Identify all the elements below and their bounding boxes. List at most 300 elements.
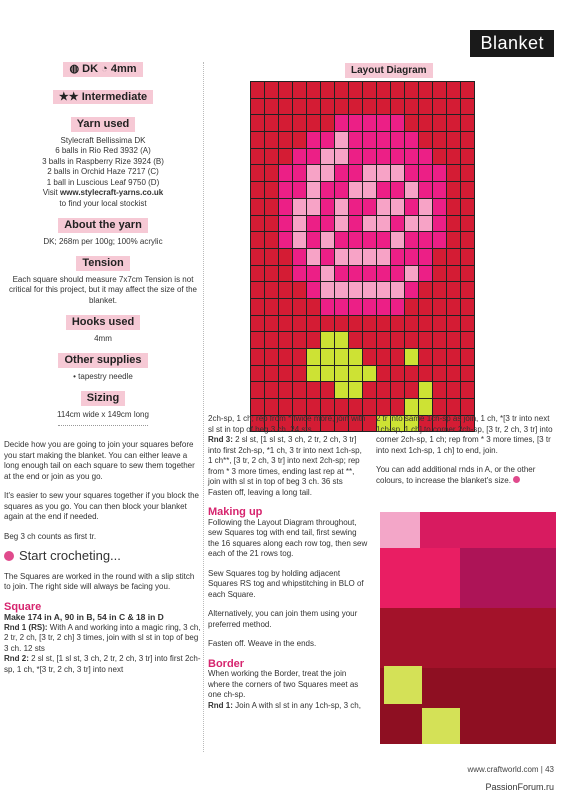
diagram-square <box>307 165 320 181</box>
round-2-continued: 2ch-sp, 1 ch; rep from * twice more, join with sl st in top of beg 3 ch. 24 sts <box>208 414 366 434</box>
diagram-square <box>251 382 264 398</box>
diagram-square <box>363 316 376 332</box>
diagram-square <box>363 82 376 98</box>
diagram-square <box>279 316 292 332</box>
diagram-square <box>433 249 446 265</box>
diagram-square <box>279 115 292 131</box>
diagram-square <box>293 349 306 365</box>
diagram-square <box>377 199 390 215</box>
diagram-square <box>279 299 292 315</box>
diagram-square <box>391 266 404 282</box>
layout-diagram-grid <box>250 81 475 432</box>
blanket-photo <box>380 512 556 744</box>
photo-square <box>460 548 556 608</box>
diagram-square <box>321 382 334 398</box>
diagram-square <box>433 115 446 131</box>
diagram-square <box>461 82 474 98</box>
diagram-square <box>419 266 432 282</box>
diagram-square <box>321 132 334 148</box>
diagram-square <box>265 316 278 332</box>
diagram-square <box>251 299 264 315</box>
diagram-square <box>447 82 460 98</box>
diagram-square <box>447 149 460 165</box>
diagram-square <box>321 199 334 215</box>
diagram-square <box>377 82 390 98</box>
diagram-square <box>363 165 376 181</box>
diagram-square <box>391 366 404 382</box>
tension-text: Each square should measure 7x7cm Tension is not critical for this project, but it may affect the size of the blanket. <box>9 274 197 305</box>
diagram-square <box>419 349 432 365</box>
diagram-square <box>363 232 376 248</box>
hook-icon: ◔ <box>101 63 108 75</box>
diagram-square <box>293 399 306 415</box>
diagram-square <box>447 249 460 265</box>
diagram-square <box>377 366 390 382</box>
diagram-square <box>335 349 348 365</box>
diagram-square <box>349 99 362 115</box>
diagram-square <box>363 99 376 115</box>
diagram-square <box>293 165 306 181</box>
diagram-square <box>321 216 334 232</box>
yarn-line: 3 balls in Raspberry Rize 3924 (B) <box>42 156 164 166</box>
diagram-square <box>405 399 418 415</box>
diagram-square <box>251 149 264 165</box>
diagram-square <box>349 149 362 165</box>
diagram-square <box>349 382 362 398</box>
diagram-square <box>363 349 376 365</box>
other-supplies-text: • tapestry needle <box>73 371 133 381</box>
diagram-square <box>265 199 278 215</box>
diagram-square <box>307 232 320 248</box>
diagram-square <box>363 149 376 165</box>
diagram-square <box>433 99 446 115</box>
diagram-square <box>279 182 292 198</box>
diagram-square <box>419 82 432 98</box>
border-heading: Border <box>208 657 245 670</box>
diagram-square <box>461 399 474 415</box>
diagram-square <box>461 216 474 232</box>
diagram-square <box>377 149 390 165</box>
diagram-square <box>251 282 264 298</box>
diagram-square <box>405 132 418 148</box>
diagram-square <box>335 332 348 348</box>
diagram-square <box>293 282 306 298</box>
diagram-square <box>419 132 432 148</box>
diagram-square <box>419 232 432 248</box>
diagram-square <box>349 249 362 265</box>
diagram-square <box>307 332 320 348</box>
diagram-square <box>349 299 362 315</box>
diagram-square <box>377 232 390 248</box>
diagram-square <box>251 182 264 198</box>
pattern-info-sidebar <box>4 62 202 426</box>
diagram-square <box>349 282 362 298</box>
watermark: PassionForum.ru <box>485 782 554 792</box>
diagram-square <box>293 316 306 332</box>
square-make-line: Make 174 in A, 90 in B, 54 in C & 18 in D <box>4 612 164 622</box>
diagram-square <box>321 266 334 282</box>
diagram-square <box>377 132 390 148</box>
diagram-square <box>335 232 348 248</box>
diagram-square <box>279 99 292 115</box>
diagram-square <box>461 199 474 215</box>
diagram-square <box>391 349 404 365</box>
diagram-square <box>419 115 432 131</box>
diagram-square <box>265 382 278 398</box>
diagram-square <box>433 182 446 198</box>
diagram-square <box>377 165 390 181</box>
diagram-square <box>461 299 474 315</box>
square-heading: Square <box>4 600 42 613</box>
yarn-weight: DK <box>82 63 99 75</box>
making-up-heading: Making up <box>208 506 263 518</box>
diagram-square <box>419 199 432 215</box>
diagram-square <box>419 216 432 232</box>
diagram-square <box>447 299 460 315</box>
diagram-square <box>419 165 432 181</box>
tension-heading: Tension <box>76 256 129 271</box>
diagram-square <box>349 216 362 232</box>
diagram-square <box>461 182 474 198</box>
yarn-line: Stylecraft Bellissima DK <box>60 135 146 145</box>
photo-square <box>380 548 460 608</box>
diagram-square <box>405 82 418 98</box>
diagram-square <box>349 182 362 198</box>
diagram-square <box>461 316 474 332</box>
diagram-square <box>433 199 446 215</box>
diagram-square <box>377 249 390 265</box>
diagram-square <box>279 382 292 398</box>
diagram-square <box>391 232 404 248</box>
additional-rounds-text: You can add additional rnds in A, or the other colours, to increase the blanket's size. <box>376 465 536 485</box>
diagram-square <box>265 249 278 265</box>
about-text: DK; 268m per 100g; 100% acrylic <box>43 236 163 246</box>
diagram-square <box>321 82 334 98</box>
diagram-square <box>419 149 432 165</box>
diagram-square <box>335 216 348 232</box>
diagram-square <box>391 182 404 198</box>
diagram-square <box>405 249 418 265</box>
diagram-square <box>419 316 432 332</box>
diagram-square <box>265 82 278 98</box>
diagram-square <box>251 199 264 215</box>
page-title: Blanket <box>470 30 554 57</box>
diagram-square <box>307 99 320 115</box>
diagram-square <box>321 366 334 382</box>
photo-yellow-square <box>422 708 460 744</box>
diagram-square <box>251 216 264 232</box>
diagram-square <box>293 232 306 248</box>
photo-square <box>380 608 556 668</box>
diagram-square <box>321 99 334 115</box>
diagram-square <box>363 382 376 398</box>
diagram-square <box>461 132 474 148</box>
diagram-square <box>251 82 264 98</box>
diagram-square <box>265 299 278 315</box>
diagram-square <box>405 316 418 332</box>
making-up-paragraph: Alternatively, you can join them using your preferred method. <box>208 609 358 629</box>
diagram-square <box>279 282 292 298</box>
diagram-square <box>349 266 362 282</box>
diagram-square <box>265 149 278 165</box>
diagram-square <box>447 332 460 348</box>
diagram-square <box>279 132 292 148</box>
diagram-square <box>279 266 292 282</box>
diagram-square <box>363 182 376 198</box>
visit-suffix: to find your local stockist <box>59 198 147 208</box>
yarn-line: 1 ball in Luscious Leaf 9750 (D) <box>46 177 160 187</box>
diagram-square <box>447 99 460 115</box>
diagram-square <box>251 399 264 415</box>
diagram-square <box>307 82 320 98</box>
diagram-square <box>419 249 432 265</box>
diagram-square <box>433 149 446 165</box>
diagram-square <box>335 316 348 332</box>
diagram-square <box>293 115 306 131</box>
diagram-square <box>363 399 376 415</box>
intro-paragraph: Beg 3 ch counts as first tr. <box>4 531 97 541</box>
diagram-square <box>405 299 418 315</box>
diagram-square <box>377 282 390 298</box>
diagram-square <box>377 399 390 415</box>
diagram-square <box>391 216 404 232</box>
diagram-square <box>293 332 306 348</box>
diagram-square <box>405 349 418 365</box>
diagram-square <box>405 115 418 131</box>
diagram-square <box>279 366 292 382</box>
diagram-square <box>433 132 446 148</box>
diagram-square <box>433 349 446 365</box>
diagram-square <box>307 266 320 282</box>
diagram-square <box>363 132 376 148</box>
diagram-square <box>461 115 474 131</box>
visit-line: Visit www.stylecraft-yarns.co.uk <box>42 188 164 197</box>
diagram-square <box>293 299 306 315</box>
diagram-square <box>265 232 278 248</box>
diagram-square <box>377 382 390 398</box>
diagram-square <box>391 149 404 165</box>
diagram-square <box>433 165 446 181</box>
diagram-square <box>251 132 264 148</box>
diagram-square <box>433 316 446 332</box>
weight-hook-badge <box>63 62 142 77</box>
diagram-square <box>321 299 334 315</box>
diagram-square <box>279 165 292 181</box>
diagram-square <box>265 399 278 415</box>
diagram-square <box>405 382 418 398</box>
diagram-square <box>433 232 446 248</box>
diagram-square <box>335 99 348 115</box>
diagram-square <box>279 232 292 248</box>
making-up-paragraph: Sew Squares tog by holding adjacent Squares RS tog and whipstitching in BLO of each Square. <box>208 568 364 599</box>
diagram-square <box>377 316 390 332</box>
diagram-square <box>293 216 306 232</box>
making-up-paragraph: Fasten off. Weave in the ends. <box>208 639 317 648</box>
round-2-instruction: Rnd 2: 2 sl st, [1 sl st, 3 ch, 2 tr, 2 ch, 3 tr] into first 2ch-sp, 1 ch, *[3 tr, 2 ch, 3 tr] into next <box>4 654 201 674</box>
diagram-square <box>349 349 362 365</box>
intro-paragraph: It's easier to sew your squares together if you block the squares as you go. You can then block your blanket again at the end if needed. <box>4 491 199 521</box>
diagram-square <box>405 282 418 298</box>
diagram-square <box>391 165 404 181</box>
diagram-square <box>335 199 348 215</box>
diagram-square <box>265 99 278 115</box>
other-supplies-heading: Other supplies <box>58 353 147 368</box>
diagram-square <box>391 299 404 315</box>
diagram-square <box>405 366 418 382</box>
diagram-square <box>279 249 292 265</box>
diagram-square <box>447 382 460 398</box>
diagram-square <box>391 199 404 215</box>
diagram-square <box>461 332 474 348</box>
divider-line <box>58 425 148 426</box>
diagram-square <box>321 399 334 415</box>
diagram-square <box>461 165 474 181</box>
diagram-square <box>349 165 362 181</box>
diagram-square <box>251 349 264 365</box>
diagram-square <box>321 316 334 332</box>
diagram-square <box>293 149 306 165</box>
stockist-link[interactable]: www.stylecraft-yarns.co.uk <box>59 188 164 197</box>
making-up-paragraph: Following the Layout Diagram throughout, sew Squares tog with end tail, first sewing the 16 squares along each row tog, then sew each of the 21 rows tog. <box>208 517 368 558</box>
diagram-square <box>335 282 348 298</box>
diagram-square <box>447 366 460 382</box>
diagram-square <box>279 332 292 348</box>
diagram-square <box>363 115 376 131</box>
diagram-square <box>307 249 320 265</box>
diagram-square <box>349 332 362 348</box>
diagram-square <box>363 366 376 382</box>
diagram-square <box>433 216 446 232</box>
diagram-square <box>265 165 278 181</box>
diagram-square <box>307 199 320 215</box>
start-crocheting-heading: Start crocheting... <box>4 551 202 562</box>
diagram-square <box>405 216 418 232</box>
diagram-square <box>419 366 432 382</box>
diagram-square <box>307 316 320 332</box>
diagram-square <box>405 99 418 115</box>
diagram-square <box>419 332 432 348</box>
diagram-square <box>335 299 348 315</box>
diagram-square <box>405 232 418 248</box>
diagram-square <box>461 232 474 248</box>
diagram-square <box>447 216 460 232</box>
diagram-square <box>251 99 264 115</box>
border-round-1: Rnd 1: Join A with sl st in any 1ch-sp, 3 ch, <box>208 700 361 710</box>
diagram-square <box>391 399 404 415</box>
star-icon: ★★ <box>58 90 79 103</box>
diagram-square <box>405 165 418 181</box>
diagram-square <box>391 115 404 131</box>
diagram-square <box>447 165 460 181</box>
photo-yellow-square <box>384 666 422 704</box>
diagram-square <box>349 132 362 148</box>
bullet-dot-icon <box>4 551 14 561</box>
yarn-line: 6 balls in Rio Red 3932 (A) <box>55 146 151 155</box>
diagram-square <box>461 149 474 165</box>
diagram-square <box>279 349 292 365</box>
diagram-square <box>363 266 376 282</box>
diagram-square <box>335 82 348 98</box>
end-dot-icon <box>513 476 520 483</box>
diagram-square <box>293 199 306 215</box>
diagram-square <box>321 232 334 248</box>
diagram-square <box>405 266 418 282</box>
diagram-square <box>419 282 432 298</box>
diagram-square <box>335 182 348 198</box>
diagram-square <box>405 149 418 165</box>
border-continued: 2 tr into same 1ch-sp as join, 1 ch, *[3 tr into next 1ch-sp, 1 ch] to corner 2ch-sp, [3 tr, 2 ch, 3 tr] into corner 2ch-sp, 1 ch; rep from * 3 more times, [3 tr into next 1ch-sp, 1 ch] to end, join. <box>376 414 553 455</box>
hooks-text: 4mm <box>94 333 112 343</box>
diagram-square <box>251 249 264 265</box>
diagram-square <box>433 399 446 415</box>
diagram-square <box>349 366 362 382</box>
diagram-square <box>461 99 474 115</box>
diagram-square <box>377 182 390 198</box>
diagram-square <box>461 382 474 398</box>
fasten-off-text: Fasten off, leaving a long tail. <box>208 487 312 497</box>
diagram-square <box>433 266 446 282</box>
diagram-square <box>447 199 460 215</box>
diagram-square <box>307 382 320 398</box>
middle-column <box>208 414 368 711</box>
diagram-square <box>447 316 460 332</box>
diagram-square <box>433 282 446 298</box>
diagram-square <box>377 266 390 282</box>
diagram-square <box>307 216 320 232</box>
page-footer: www.craftworld.com | 43 <box>467 765 554 774</box>
diagram-square <box>293 182 306 198</box>
difficulty-badge <box>53 90 153 105</box>
diagram-square <box>447 282 460 298</box>
diagram-square <box>265 366 278 382</box>
diagram-square <box>419 399 432 415</box>
diagram-square <box>349 82 362 98</box>
photo-square <box>420 512 556 548</box>
diagram-square <box>461 266 474 282</box>
diagram-square <box>251 266 264 282</box>
diagram-square <box>321 182 334 198</box>
diagram-square <box>349 232 362 248</box>
diagram-square <box>251 232 264 248</box>
diagram-square <box>265 115 278 131</box>
diagram-square <box>377 115 390 131</box>
diagram-square <box>419 182 432 198</box>
diagram-square <box>461 349 474 365</box>
column-divider <box>203 62 204 752</box>
diagram-square <box>391 132 404 148</box>
diagram-square <box>391 382 404 398</box>
diagram-square <box>279 82 292 98</box>
diagram-square <box>363 282 376 298</box>
diagram-square <box>265 332 278 348</box>
diagram-square <box>419 382 432 398</box>
diagram-square <box>377 332 390 348</box>
diagram-square <box>391 82 404 98</box>
diagram-square <box>307 115 320 131</box>
diagram-square <box>335 399 348 415</box>
diagram-square <box>293 99 306 115</box>
diagram-square <box>447 132 460 148</box>
diagram-square <box>433 299 446 315</box>
diagram-square <box>377 299 390 315</box>
diagram-square <box>279 199 292 215</box>
diagram-square <box>391 316 404 332</box>
diagram-square <box>363 299 376 315</box>
diagram-square <box>321 115 334 131</box>
diagram-square <box>321 249 334 265</box>
diagram-square <box>293 82 306 98</box>
diagram-square <box>447 399 460 415</box>
